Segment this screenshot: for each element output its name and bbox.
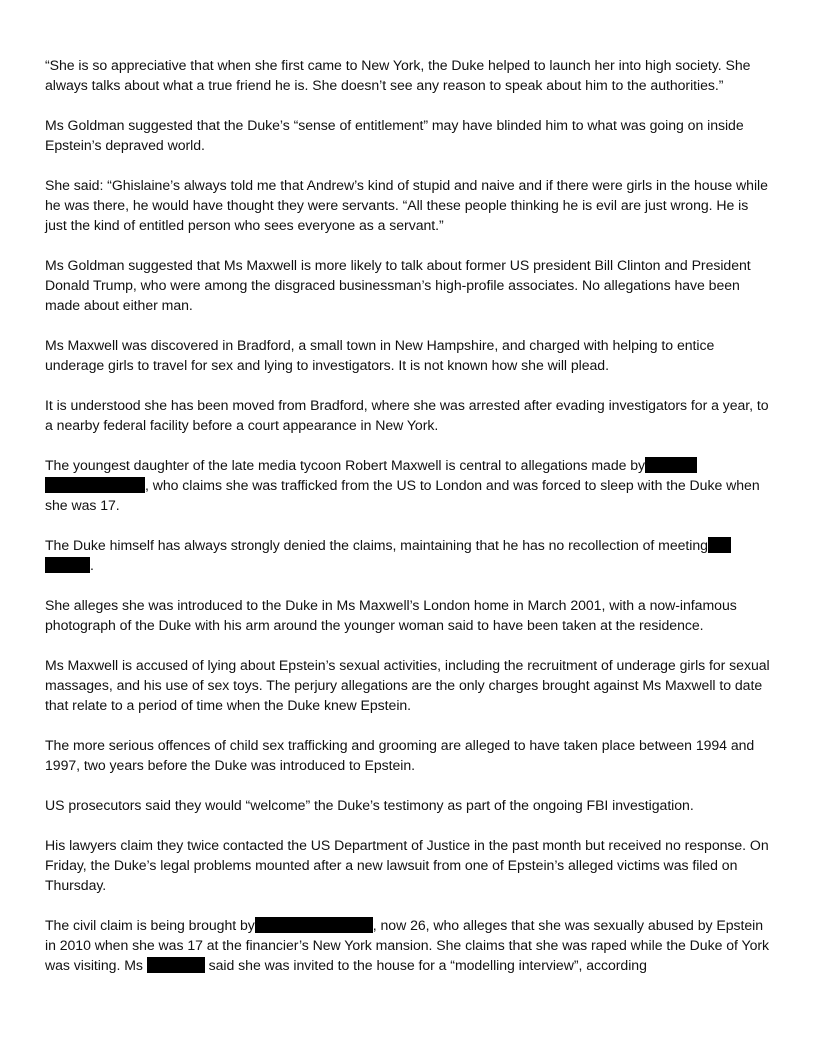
paragraph: She alleges she was introduced to the Duke in Ms Maxwell’s London home in March 2001, with a now-infamous photograph of the Duke with his arm around the younger woman said to have been taken at the residence.	[45, 597, 737, 633]
redaction-block	[708, 537, 731, 553]
paragraph: Ms Goldman suggested that Ms Maxwell is more likely to talk about former US president Bill Clinton and President Donald Trump, who were among the disgraced businessman’s high-profile associates. No allegations have been made about either man.	[45, 257, 751, 313]
paragraph-text: The youngest daughter of the late media tycoon Robert Maxwell is central to allegations made by	[45, 457, 646, 473]
redaction-block	[45, 557, 90, 573]
paragraph-text: , who claims she was trafficked from the US to London and was forced to sleep with the Duke when she was 17.	[45, 477, 760, 513]
paragraph-text: , now 26, who alleges that she was sexually abused by Epstein in 2010 when she was 17 at the financier’s New York mansion. She claims that she was raped while the Duke of York was visiting. Ms	[45, 917, 769, 973]
paragraph: US prosecutors said they would “welcome” the Duke’s testimony as part of the ongoing FBI investigation.	[45, 797, 694, 813]
paragraph: It is understood she has been moved from Bradford, where she was arrested after evading investigators for a year, to a nearby federal facility before a court appearance in New York.	[45, 397, 769, 433]
paragraph: “She is so appreciative that when she first came to New York, the Duke helped to launch her into high society. She always talks about what a true friend he is. She doesn’t see any reason to speak about him to the authorities.”	[45, 57, 751, 93]
paragraph-text: The Duke himself has always strongly denied the claims, maintaining that he has no recollection of meeting	[45, 537, 708, 553]
paragraph: His lawyers claim they twice contacted the US Department of Justice in the past month but received no response. On Friday, the Duke’s legal problems mounted after a new lawsuit from one of Epstein’s alleged victims was filed on Thursday.	[45, 837, 769, 893]
redaction-block	[255, 917, 373, 933]
paragraph-redacted	[45, 915, 773, 975]
paragraph: Ms Goldman suggested that the Duke’s “sense of entitlement” may have blinded him to what was going on inside Epstein’s depraved world.	[45, 117, 744, 153]
redaction-block	[45, 477, 145, 493]
paragraph-text: said she was invited to the house for a “modelling interview”, according	[208, 957, 647, 973]
paragraph-redacted	[45, 535, 773, 575]
paragraph-text: .	[90, 557, 94, 573]
paragraph: Ms Maxwell is accused of lying about Epstein’s sexual activities, including the recruitment of underage girls for sexual massages, and his use of sex toys. The perjury allegations are the only charges brought against Ms Maxwell to date that relate to a period of time when the Duke knew Epstein.	[45, 657, 770, 713]
paragraph-text: The civil claim is being brought by	[45, 917, 255, 933]
paragraph: Ms Maxwell was discovered in Bradford, a small town in New Hampshire, and charged with helping to entice underage girls to travel for sex and lying to investigators. It is not known how she will plead.	[45, 337, 715, 373]
redaction-block	[147, 957, 205, 973]
paragraph: The more serious offences of child sex trafficking and grooming are alleged to have taken place between 1994 and 1997, two years before the Duke was introduced to Epstein.	[45, 737, 755, 773]
paragraph: She said: “Ghislaine’s always told me that Andrew’s kind of stupid and naive and if there were girls in the house while he was there, he would have thought they were servants. “All these people thinking he is evil are just wrong. He is just the kind of entitled person who sees everyone as a servant.”	[45, 177, 768, 233]
paragraph-redacted	[45, 455, 773, 515]
redaction-block	[645, 457, 697, 473]
